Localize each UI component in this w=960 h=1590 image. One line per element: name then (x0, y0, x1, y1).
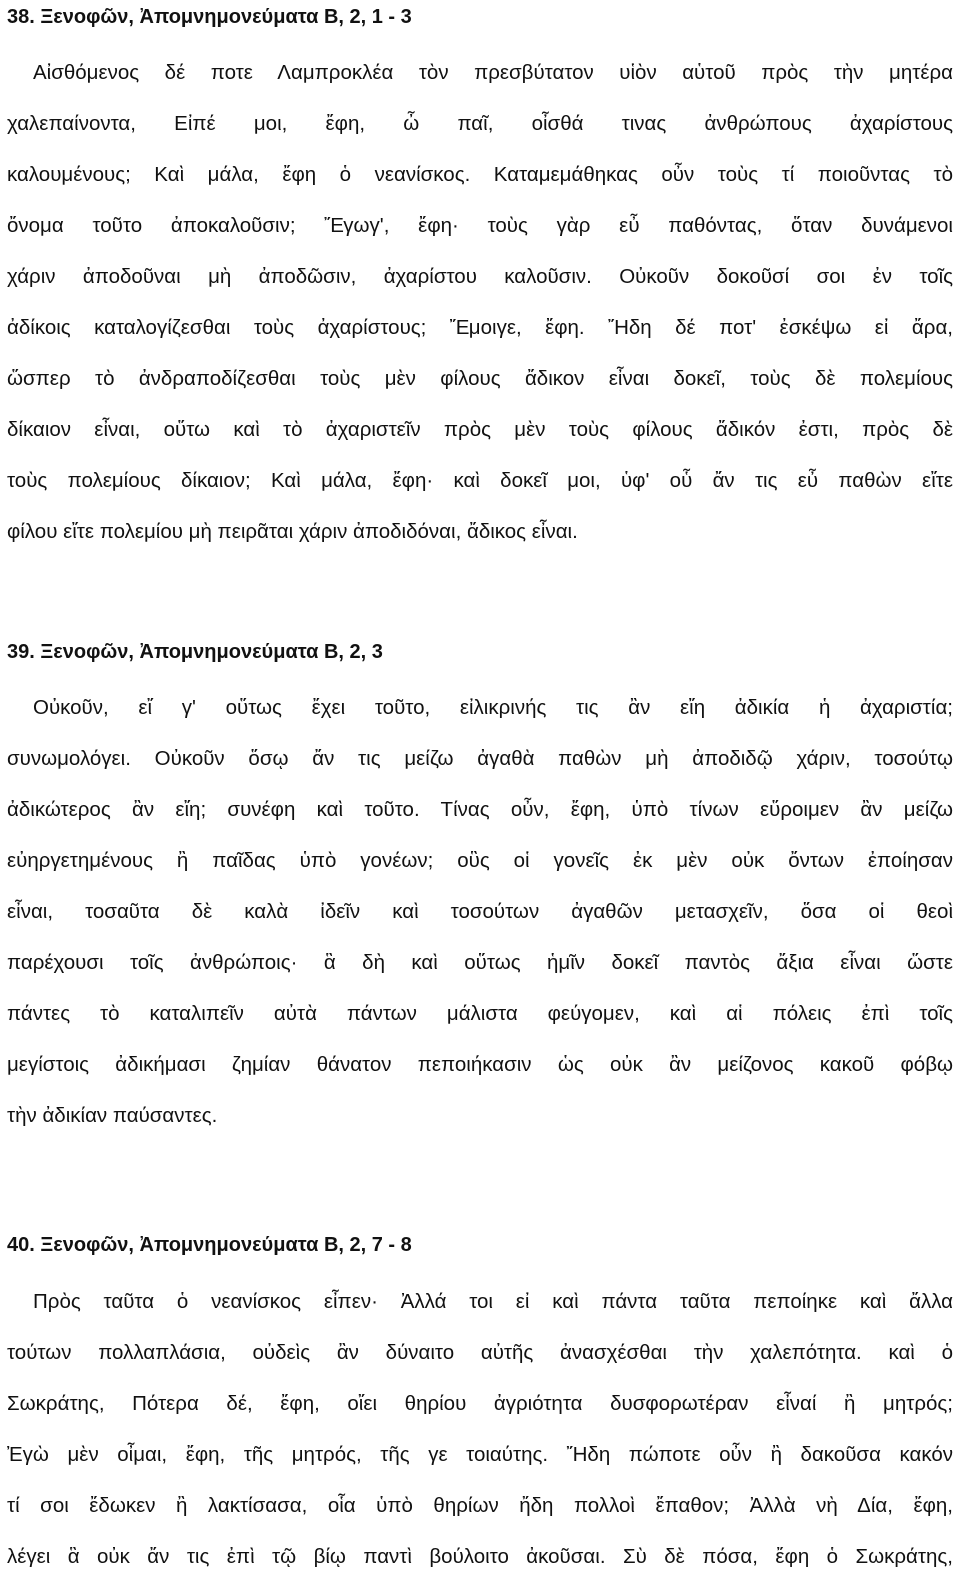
text-line: τοὺς πολεμίους δίκαιον; Καὶ μάλα, ἔφη· καὶ δοκεῖ μοι, ὑφ' οὗ ἄν τις εὖ παθὼν εἴτε (7, 469, 953, 492)
text-line: πάντες τὸ καταλιπεῖν αὐτὰ πάντων μάλιστα φεύγομεν, καὶ αἱ πόλεις ἐπὶ τοῖς (7, 1002, 953, 1025)
text-line: εὐηργετημένους ἢ παῖδας ὑπὸ γονέων; οὓς οἱ γονεῖς ἐκ μὲν οὐκ ὄντων ἐποίησαν (7, 849, 953, 872)
text-line: ἀδικώτερος ἂν εἴη; συνέφη καὶ τοῦτο. Τίνας οὖν, ἔφη, ὑπὸ τίνων εὕροιμεν ἂν μείζω (7, 798, 953, 821)
text-line: εἶναι, τοσαῦτα δὲ καλὰ ἰδεῖν καὶ τοσούτων ἀγαθῶν μετασχεῖν, ὅσα οἱ θεοὶ (7, 900, 953, 923)
text-line: συνωμολόγει. Οὐκοῦν ὅσῳ ἄν τις μείζω ἀγαθὰ παθὼν μὴ ἀποδιδῷ χάριν, τοσούτῳ (7, 747, 953, 770)
text-line: ἀδίκοις καταλογίζεσθαι τοὺς ἀχαρίστους; Ἔμοιγε, ἔφη. Ἤδη δέ ποτ' ἐσκέψω εἰ ἄρα, (7, 316, 953, 339)
section-title-38: 38. Ξενοφῶν, Ἀπομνημονεύματα Β, 2, 1 - 3 (7, 6, 412, 28)
section-text-38 (7, 47, 953, 557)
section-text-40 (7, 1276, 953, 1582)
text-line: χαλεπαίνοντα, Εἰπέ μοι, ἔφη, ὦ παῖ, οἶσθά τινας ἀνθρώπους ἀχαρίστους (7, 112, 953, 135)
text-line: καλουμένους; Καὶ μάλα, ἔφη ὁ νεανίσκος. Καταμεμάθηκας οὖν τοὺς τί ποιοῦντας τὸ (7, 163, 953, 186)
text-line: τὴν ἀδικίαν παύσαντες. (7, 1104, 218, 1127)
text-line: Οὐκοῦν, εἴ γ' οὕτως ἔχει τοῦτο, εἰλικρινής τις ἂν εἴη ἀδικία ἡ ἀχαριστία; (33, 696, 953, 719)
text-line: τί σοι ἔδωκεν ἢ λακτίσασα, οἷα ὑπὸ θηρίων ἤδη πολλοὶ ἔπαθον; Ἀλλὰ νὴ Δία, ἔφη, (7, 1494, 953, 1517)
text-line: δίκαιον εἶναι, οὕτω καὶ τὸ ἀχαριστεῖν πρὸς μὲν τοὺς φίλους ἄδικόν ἐστι, πρὸς δὲ (7, 418, 953, 441)
section-title-39: 39. Ξενοφῶν, Ἀπομνημονεύματα Β, 2, 3 (7, 641, 383, 663)
text-line: λέγει ἃ οὐκ ἄν τις ἐπὶ τῷ βίῳ παντὶ βούλοιτο ἀκοῦσαι. Σὺ δὲ πόσα, ἔφη ὁ Σωκράτης, (7, 1545, 953, 1568)
text-line: τούτων πολλαπλάσια, οὐδεὶς ἂν δύναιτο αὐτῆς ἀνασχέσθαι τὴν χαλεπότητα. καὶ ὁ (7, 1341, 953, 1364)
section-title-40: 40. Ξενοφῶν, Ἀπομνημονεύματα Β, 2, 7 - 8 (7, 1234, 412, 1256)
text-line: Πρὸς ταῦτα ὁ νεανίσκος εἶπεν· Ἀλλά τοι εἰ καὶ πάντα ταῦτα πεποίηκε καὶ ἄλλα (33, 1290, 953, 1313)
text-line: Σωκράτης, Πότερα δέ, ἔφη, οἴει θηρίου ἀγριότητα δυσφορωτέραν εἶναί ἢ μητρός; (7, 1392, 953, 1415)
text-line: Ἐγὼ μὲν οἶμαι, ἔφη, τῆς μητρός, τῆς γε τοιαύτης. Ἤδη πώποτε οὖν ἢ δακοῦσα κακόν (7, 1443, 953, 1466)
text-line: μεγίστοις ἀδικήμασι ζημίαν θάνατον πεποιήκασιν ὡς οὐκ ἂν μείζονος κακοῦ φόβῳ (7, 1053, 953, 1076)
text-line: Αἰσθόμενος δέ ποτε Λαμπροκλέα τὸν πρεσβύτατον υἱὸν αὑτοῦ πρὸς τὴν μητέρα (33, 61, 953, 84)
text-line: παρέχουσι τοῖς ἀνθρώποις· ἃ δὴ καὶ οὕτως ἡμῖν δοκεῖ παντὸς ἄξια εἶναι ὥστε (7, 951, 953, 974)
text-line: φίλου εἴτε πολεμίου μὴ πειρᾶται χάριν ἀποδιδόναι, ἄδικος εἶναι. (7, 520, 578, 543)
text-line: ὄνομα τοῦτο ἀποκαλοῦσιν; Ἔγωγ', ἔφη· τοὺς γὰρ εὖ παθόντας, ὅταν δυνάμενοι (7, 214, 953, 237)
section-text-39 (7, 682, 953, 1141)
text-line: ὥσπερ τὸ ἀνδραποδίζεσθαι τοὺς μὲν φίλους ἄδικον εἶναι δοκεῖ, τοὺς δὲ πολεμίους (7, 367, 953, 390)
text-line: χάριν ἀποδοῦναι μὴ ἀποδῶσιν, ἀχαρίστου καλοῦσιν. Οὐκοῦν δοκοῦσί σοι ἐν τοῖς (7, 265, 953, 288)
